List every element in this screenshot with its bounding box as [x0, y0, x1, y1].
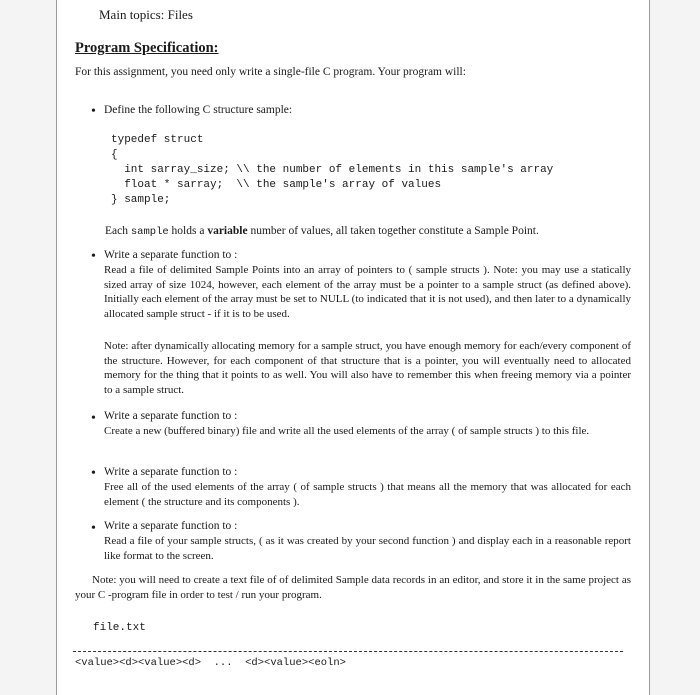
program-spec-heading: Program Specification: [75, 40, 219, 56]
each-sample-line: Each sample holds a variable number of values, all taken together constitute a Sample Point. [105, 225, 539, 238]
bullet-display-title: Write a separate function to : [104, 520, 238, 532]
code-line-5: } sample; [111, 194, 171, 206]
code-line-2: { [111, 149, 118, 161]
final-note: Note: you will need to create a text file of of delimited Sample data records in an editor, and store it in the same project as your C -program file in order to test / run your program. [75, 574, 631, 601]
bullet-free-title: Write a separate function to : [104, 466, 238, 478]
main-topics-line: Main topics: Files [99, 7, 193, 22]
bullet-define-struct: Define the following C structure sample: [104, 104, 293, 116]
bullet-read-title: Write a separate function to : [104, 249, 238, 261]
bullet-dot: • [91, 104, 96, 119]
document-page [56, 0, 650, 695]
bullet-create-body: Create a new (buffered binary) file and write all the used elements of the array ( of sample structs ) to this file. [104, 425, 590, 437]
bullet-read-body: Read a file of delimited Sample Points into an array of pointers to ( sample structs ). Note: you may use a statically sized array of size 1024, however, each element of the array must be a pointer to a sample struct (as defined above). Initially each element of the array must be set to NULL (to indicated that it is not used), and then later to a dynamically allocated sample struct - if it is to be used. [104, 264, 631, 320]
code-line-3: int sarray_size; \\ the number of elements in this sample's array [111, 164, 554, 176]
record-format-line: <value><d><value><d> ... <d><value><eoln> [75, 657, 346, 669]
bullet-dot: • [91, 249, 96, 264]
intro-text: For this assignment, you need only write a single-file C program. Your program will: [75, 66, 466, 78]
file-name-label: file.txt [93, 622, 146, 634]
bullet-dot: • [91, 521, 96, 536]
bullet-dot: • [91, 466, 96, 481]
code-line-4: float * sarray; \\ the sample's array of values [111, 179, 442, 191]
bullet-read-note: Note: after dynamically allocating memory for a sample struct, you have enough memory for each/every component of the structure. However, for each component of that structure that is a pointer, you will eventually need to allocated memory for the thing that it points to as well. You will also have to remember this when freeing memory via a pointer to a sample struct. [104, 340, 631, 396]
bullet-create-title: Write a separate function to : [104, 410, 238, 422]
bullet-free-body: Free all of the used elements of the array ( of sample structs ) that means all the memory that was allocated for each element ( the structure and its components ). [104, 481, 631, 508]
dashed-divider [73, 651, 623, 652]
bullet-dot: • [91, 411, 96, 426]
code-line-1: typedef struct [111, 134, 204, 146]
bullet-display-body: Read a file of your sample structs, ( as it was created by your second function ) and display each in a reasonable report like format to the screen. [104, 535, 631, 562]
